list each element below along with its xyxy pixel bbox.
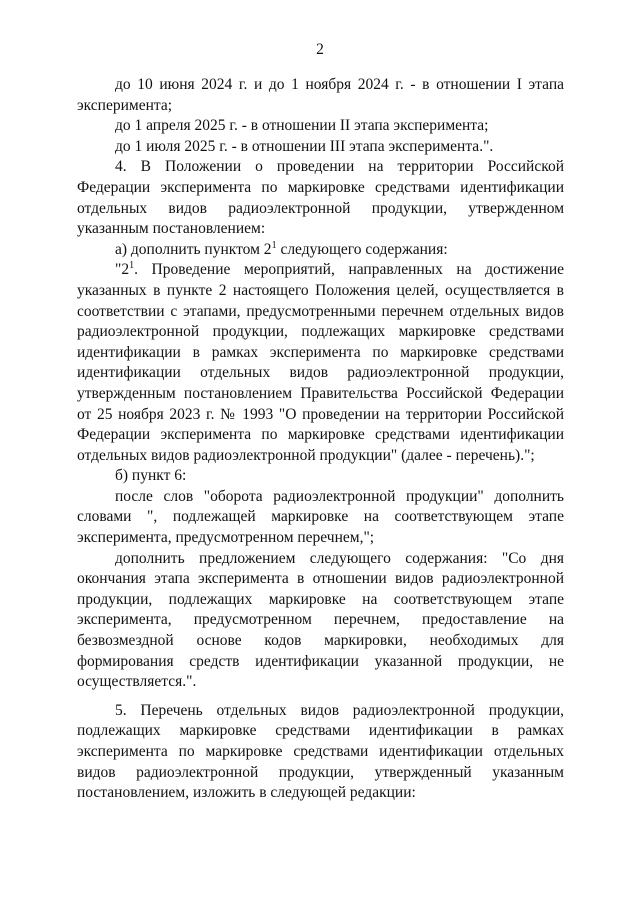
paragraph-line: эксперимента;: [77, 96, 173, 114]
paragraph-text: "2: [115, 261, 130, 279]
paragraph-item-5: 5. Перечень отдельных видов радиоэлектронной продукции, подлежащих маркировке средствами идентификации в рамках эксперимента по маркировке средствами идентификации отдельных видов радиоэлектронной продукции, утвержденный указанным постановлением, изложить в следующей редакции:: [77, 701, 564, 802]
document-body: [77, 75, 564, 804]
paragraph-text: . Проведение мероприятий, направленных на достижение указанных в пункте 2 настоящего Положения целей, осуществляется в соответствии с этапами, предусмотренными перечнем отдельных видов радиоэлектронной продукции, подлежащих маркировке средствами идентификации в рамках эксперимента по маркировке средствами идентификации отдельных видов радиоэлектронной продукции, утвержденным постановлением Правительства Российской Федерации от 25 ноября 2023 г. № 1993 "О проведении на территории Российской Федерации эксперимента по маркировке средствами идентификации отдельных видов радиоэлектронной продукции" (далее - перечень).";: [77, 261, 564, 464]
paragraph-item-a: [77, 240, 564, 261]
paragraph-deadline-stage-2: до 1 апреля 2025 г. - в отношении II этапа эксперимента;: [115, 117, 489, 135]
paragraph-deadline-stage-1: [77, 75, 564, 116]
paragraph-after-words: после слов "оборота радиоэлектронной продукции" дополнить словами ", подлежащей маркировке на соответствующем этапе эксперимента, предусмотренном перечнем,";: [77, 487, 564, 547]
paragraph-text: следующего содержания:: [276, 240, 448, 258]
paragraph-item-b: б) пункт 6:: [115, 467, 187, 485]
superscript: 1: [129, 260, 135, 272]
page-number: 2: [316, 41, 324, 58]
paragraph-add-sentence: дополнить предложением следующего содержания: "Со дня окончания этапа эксперимента в отношении видов радиоэлектронной продукции, подлежащих маркировке на соответствующем этапе эксперимента, предусмотренном перечнем, предоставление на безвозмездной основе кодов маркировки, необходимых для формирования средств идентификации указанной продукции, не осуществляется.".: [77, 549, 564, 691]
paragraph-line: до 10 июня 2024 г. и до 1 ноября 2024 г. - в отношении I этапа: [115, 76, 564, 93]
paragraph-deadline-stage-3: до 1 июля 2025 г. - в отношении III этапа эксперимента.".: [115, 137, 494, 155]
paragraph-text: а) дополнить пунктом 2: [115, 240, 272, 258]
paragraph-item-4: 4. В Положении о проведении на территории Российской Федерации эксперимента по маркировке средствами идентификации отдельных видов радиоэлектронной продукции, утвержденном указанным постановлением:: [77, 158, 564, 238]
superscript: 1: [271, 239, 277, 251]
paragraph-point-2-1: [77, 260, 564, 466]
